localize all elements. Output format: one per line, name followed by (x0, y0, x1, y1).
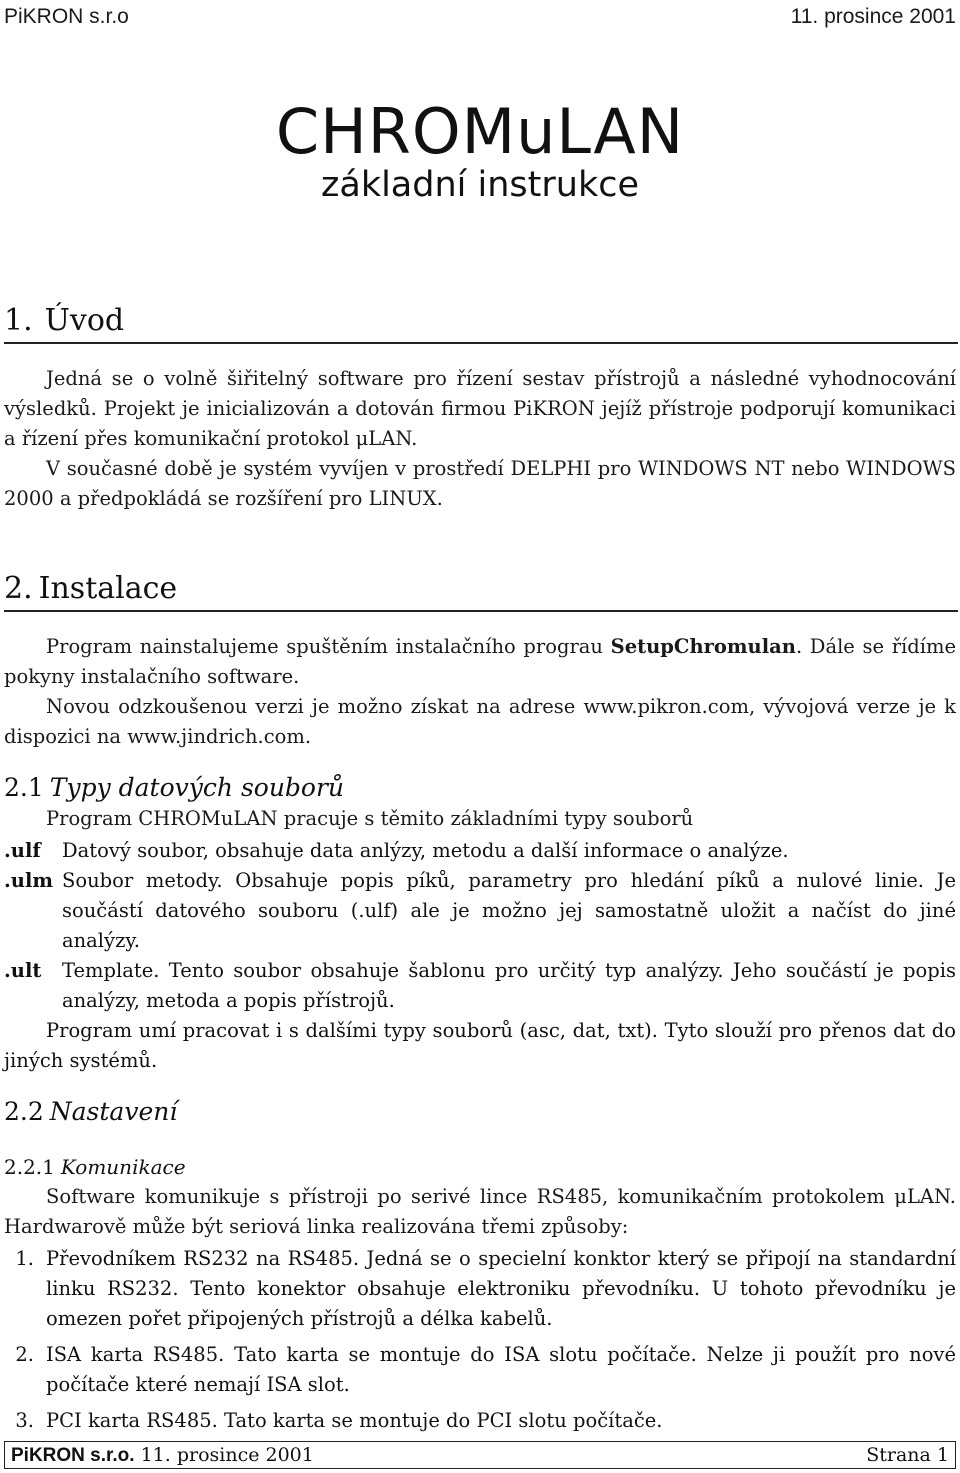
filetype-ext: .ulf (4, 839, 41, 862)
comm-text (4, 1182, 956, 1242)
section-heading-install (4, 570, 958, 612)
filetype-desc: Datový soubor, obsahuje data anlýzy, metodu a další informace o analýze. (62, 839, 789, 862)
setup-program-name: SetupChromulan (610, 635, 796, 658)
filetype-ext: .ult (4, 959, 42, 982)
list-item-text: ISA karta RS485. Tato karta se montuje do ISA slotu počítače. Nelze ji použít pro nové počítače které nemají ISA slot. (46, 1343, 956, 1396)
header-company: PiKRON s.r.o (4, 5, 129, 28)
subsection-title: Nastavení (49, 1097, 178, 1126)
section-number: 2. (4, 571, 33, 606)
filetype-desc: Template. Tento soubor obsahuje šablonu pro určitý typ analýzy. Jeho součástí je popis analýzy, metoda a popis přístrojů. (62, 959, 956, 1012)
filetypes-intro (4, 804, 956, 834)
section-number: 1. (4, 303, 33, 338)
filetype-item (4, 956, 956, 1016)
filetypes-outro: Program umí pracovat i s dalšími typy souborů (asc, dat, txt). Tyto slouží pro přenos dat do jiných systémů. (4, 1019, 956, 1072)
footer-page-number: Strana 1 (866, 1444, 949, 1466)
install-text-end: . Dále se řídíme pokyny instalačního software. (4, 635, 956, 688)
list-item-number: 2. (15, 1343, 34, 1366)
document-title: CHROMuLAN (275, 95, 685, 168)
intro-paragraph-2: V současné době je systém vyvíjen v prostředí DELPHI pro WINDOWS NT nebo WINDOWS 2000 a předpokládá se rozšíření pro LINUX. (4, 457, 956, 510)
section-heading-intro (4, 302, 958, 344)
install-paragraph-1 (4, 632, 956, 692)
page-footer (4, 1441, 956, 1469)
subsection-heading-settings (4, 1096, 177, 1128)
filetype-item (4, 866, 956, 956)
footer-left (11, 1444, 314, 1467)
header-date: 11. prosince 2001 (790, 5, 956, 28)
filetype-item (4, 836, 956, 866)
subsection-title: Typy datových souborů (49, 773, 345, 802)
subsubsection-title: Komunikace (60, 1155, 186, 1179)
list-item-number: 1. (15, 1247, 34, 1270)
subsection-number: 2.2 (4, 1097, 44, 1126)
filetypes-intro-text: Program CHROMuLAN pracuje s těmito základními typy souborů (46, 807, 694, 830)
list-item-number: 3. (15, 1409, 34, 1432)
subsubsection-number: 2.2.1 (4, 1155, 55, 1179)
section-title: Úvod (44, 303, 125, 338)
section-title: Instalace (38, 571, 178, 606)
intro-paragraph-1: Jedná se o volně šiřitelný software pro řízení sestav přístrojů a následné vyhodnocování výsledků. Projekt je inicializován a dotován firmou PiKRON jejíž přístroje podporují komunikaci a řízení přes komunikační protokol μLAN. (4, 367, 956, 450)
install-text (4, 632, 956, 752)
filetype-ext: .ulm (4, 869, 54, 892)
install-text-start: Program nainstalujeme spuštěním instalačního prograu (46, 635, 611, 658)
footer-date: 11. prosince 2001 (140, 1443, 314, 1466)
subsection-number: 2.1 (4, 773, 44, 802)
footer-company: PiKRON s.r.o. (11, 1444, 135, 1466)
install-paragraph-2: Novou odzkoušenou verzi je možno získat na adrese www.pikron.com, vývojová verze je k dispozici na www.jindrich.com. (4, 695, 956, 748)
list-item-text: Převodníkem RS232 na RS485. Jedná se o specielní konktor který se připojí na standardní linku RS232. Tento konektor obsahuje elektroniku převodníku. U tohoto převodníku je omezen pořet připojených přístrojů a délka kabelů. (46, 1247, 956, 1330)
list-item (4, 1244, 956, 1334)
list-item-text: PCI karta RS485. Tato karta se montuje do PCI slotu počítače. (46, 1409, 663, 1432)
filetype-desc: Soubor metody. Obsahuje popis píků, parametry pro hledání píků a nulové linie. Je součástí datového souboru (.ulf) ale je možno jej samostatně uložit a načíst do jiné analýzy. (62, 869, 956, 952)
intro-text (4, 364, 956, 514)
filetypes-list (4, 836, 956, 1076)
list-item (4, 1406, 956, 1436)
subsection-heading-filetypes (4, 772, 344, 804)
page-header (4, 0, 956, 34)
comm-paragraph: Software komunikuje s přístroji po serivé lince RS485, komunikačním protokolem μLAN. Hardwarově může být seriová linka realizována třemi způsoby: (4, 1185, 956, 1238)
subsubsection-heading-comm (4, 1153, 186, 1181)
list-item (4, 1340, 956, 1400)
document-subtitle: základní instrukce (321, 165, 639, 205)
title-block (0, 96, 960, 208)
comm-options-list (4, 1244, 956, 1442)
